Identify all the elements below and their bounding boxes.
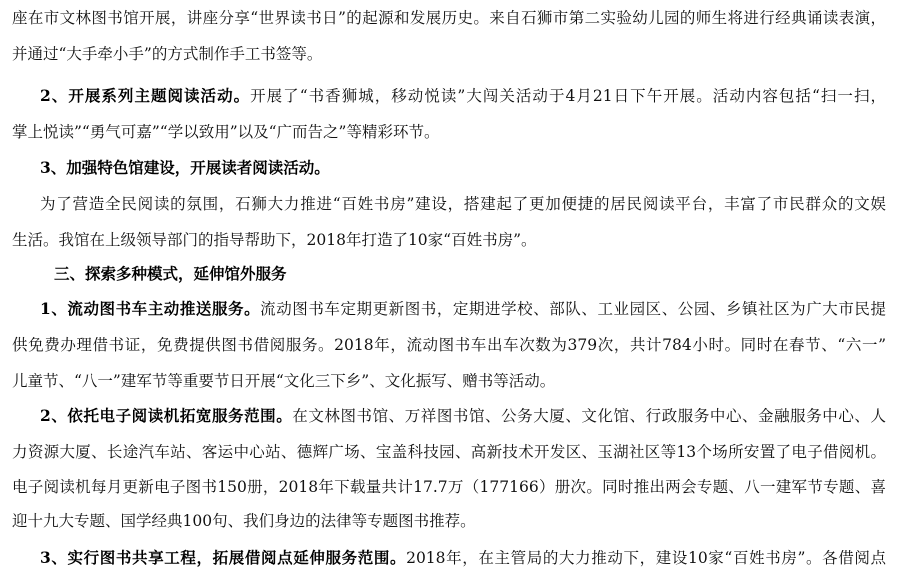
section-heading: 2、开展系列主题阅读活动。 xyxy=(40,86,251,105)
line-text: 电子阅读机每月更新电子图书150册，2018年下载量共计17.7万（177166）册次。同时推出两会专题、八一建军节专题、喜 xyxy=(12,478,886,496)
section-heading: 2、依托电子阅读机拓宽服务范围。 xyxy=(40,406,293,425)
paragraph-line xyxy=(0,297,900,321)
section-heading: 3、实行图书共享工程，拓展借阅点延伸服务范围。 xyxy=(40,548,407,567)
line-text: 流动图书车定期更新图书，定期进学校、部队、工业园区、公园、乡镇社区为广大市民提 xyxy=(260,300,886,318)
line-text: 儿童节、“八一”建军节等重要节日开展“文化三下乡”、文化振写、赠书等活动。 xyxy=(12,372,556,390)
line-text: 座在市文林图书馆开展，讲座分享“世界读书日”的起源和发展历史。来自石狮市第二实验幼儿园的师生将进行经典诵读表演， xyxy=(12,9,886,27)
paragraph-line xyxy=(0,546,900,570)
paragraph-line xyxy=(0,262,900,286)
line-text: 开展了“书香狮城，移动悦读”大闯关活动于4月21日下午开展。活动内容包括“扫一扫， xyxy=(250,87,886,105)
paragraph-line xyxy=(0,84,900,108)
paragraph-line xyxy=(0,6,900,30)
paragraph-line xyxy=(0,369,900,393)
section-heading: 3、加强特色馆建设，开展读者阅读活动。 xyxy=(40,158,330,177)
paragraph-line xyxy=(0,42,900,66)
paragraph-line xyxy=(0,192,900,216)
paragraph-line xyxy=(0,509,900,533)
line-text: 供免费办理借书证，免费提供图书借阅服务。2018年，流动图书车出车次数为379次，共计784小时。同时在春节、“六一” xyxy=(12,336,886,354)
line-text: 为了营造全民阅读的氛围，石狮大力推进“百姓书房”建设，搭建起了更加便捷的居民阅读平台，丰富了市民群众的文娱 xyxy=(40,195,886,213)
paragraph-line xyxy=(0,475,900,499)
line-text: 在文林图书馆、万祥图书馆、公务大厦、文化馆、行政服务中心、金融服务中心、人 xyxy=(292,407,886,425)
paragraph-line xyxy=(0,440,900,464)
paragraph-line xyxy=(0,404,900,428)
section-heading: 1、流动图书车主动推送服务。 xyxy=(40,299,261,318)
paragraph-line xyxy=(0,156,900,180)
line-text: 并通过“大手牵小手”的方式制作手工书签等。 xyxy=(12,45,323,63)
line-text: 迎十九大专题、国学经典100句、我们身边的法律等专题图书推荐。 xyxy=(12,512,476,530)
line-text: 生活。我馆在上级领导部门的指导帮助下，2018年打造了10家“百姓书房”。 xyxy=(12,231,537,249)
line-text: 掌上悦读”“勇气可嘉”“学以致用”以及“广而告之”等精彩环节。 xyxy=(12,123,440,141)
line-text: 2018年，在主管局的大力推动下，建设10家“百姓书房”。各借阅点 xyxy=(406,549,886,567)
line-text: 力资源大厦、长途汽车站、客运中心站、德辉广场、宝盖科技园、高新技术开发区、玉湖社区等13个场所安置了电子借阅机。 xyxy=(12,443,886,461)
paragraph-line xyxy=(0,333,900,357)
paragraph-line xyxy=(0,228,900,252)
section-heading: 三、探索多种模式，延伸馆外服务 xyxy=(54,264,287,283)
paragraph-line xyxy=(0,120,900,144)
